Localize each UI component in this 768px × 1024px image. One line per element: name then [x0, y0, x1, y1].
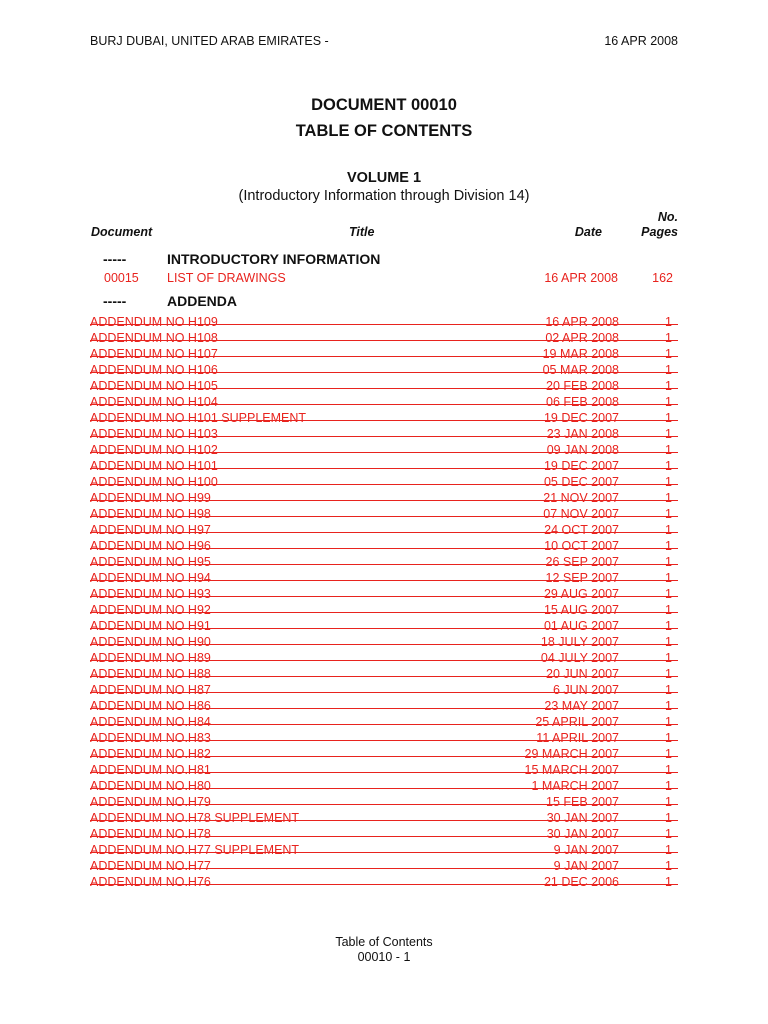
addendum-row[interactable] — [90, 602, 678, 618]
addendum-pages: 1 — [665, 363, 672, 377]
entry-pages: 162 — [652, 271, 673, 285]
addendum-date: 21 DEC 2006 — [543, 875, 619, 889]
addendum-row[interactable] — [90, 874, 678, 890]
addendum-date: 07 NOV 2007 — [543, 507, 619, 521]
addendum-date: 1 MARCH 2007 — [531, 779, 619, 793]
addendum-pages: 1 — [665, 459, 672, 473]
addendum-title: ADDENDUM NO.H83 — [90, 731, 211, 745]
entry-date: 16 APR 2008 — [544, 271, 618, 285]
addendum-title: ADDENDUM NO H94 — [90, 571, 211, 585]
addendum-pages: 1 — [665, 587, 672, 601]
addendum-title: ADDENDUM NO H99 — [90, 491, 211, 505]
addendum-pages: 1 — [665, 683, 672, 697]
addendum-date: 23 MAY 2007 — [544, 699, 619, 713]
addendum-title: ADDENDUM NO.H77 SUPPLEMENT — [90, 843, 300, 857]
addendum-title: ADDENDUM NO H98 — [90, 507, 211, 521]
addendum-pages: 1 — [665, 875, 672, 889]
addendum-pages: 1 — [665, 523, 672, 537]
addendum-date: 09 JAN 2008 — [546, 443, 619, 457]
addendum-pages: 1 — [665, 603, 672, 617]
addendum-row[interactable] — [90, 506, 678, 522]
section-name: INTRODUCTORY INFORMATION — [167, 251, 381, 267]
addendum-title: ADDENDUM NO H89 — [90, 651, 211, 665]
addendum-date: 05 MAR 2008 — [542, 363, 619, 377]
addendum-title: ADDENDUM NO H96 — [90, 539, 211, 553]
addendum-row[interactable] — [90, 858, 678, 874]
addendum-row[interactable] — [90, 826, 678, 842]
addendum-title: ADDENDUM NO H90 — [90, 635, 211, 649]
addendum-title: ADDENDUM NO.H81 — [90, 763, 211, 777]
addendum-date: 30 JAN 2007 — [546, 811, 619, 825]
page-header — [90, 34, 678, 50]
addendum-row[interactable] — [90, 394, 678, 410]
addendum-pages: 1 — [665, 491, 672, 505]
addendum-pages: 1 — [665, 779, 672, 793]
addendum-row[interactable] — [90, 346, 678, 362]
addendum-title: ADDENDUM NO H91 — [90, 619, 211, 633]
addendum-pages: 1 — [665, 619, 672, 633]
addendum-title: ADDENDUM NO.H79 — [90, 795, 211, 809]
addendum-pages: 1 — [665, 763, 672, 777]
addendum-row[interactable] — [90, 794, 678, 810]
addendum-row[interactable] — [90, 810, 678, 826]
addendum-row[interactable] — [90, 714, 678, 730]
volume-subtitle: (Introductory Information through Division 14) — [238, 188, 530, 204]
addendum-row[interactable] — [90, 538, 678, 554]
addendum-row[interactable] — [90, 426, 678, 442]
addendum-row[interactable] — [90, 378, 678, 394]
addendum-title: ADDENDUM NO H88 — [90, 667, 211, 681]
addendum-date: 6 JUN 2007 — [552, 683, 619, 697]
addendum-row[interactable] — [90, 634, 678, 650]
addendum-row[interactable] — [90, 458, 678, 474]
addendum-pages: 1 — [665, 635, 672, 649]
addendum-date: 16 APR 2008 — [545, 315, 619, 329]
addendum-row[interactable] — [90, 474, 678, 490]
addendum-row[interactable] — [90, 730, 678, 746]
addendum-date: 29 MARCH 2007 — [524, 747, 619, 761]
addendum-pages: 1 — [665, 347, 672, 361]
volume-title: VOLUME 1 — [346, 170, 422, 186]
addendum-row[interactable] — [90, 762, 678, 778]
addendum-pages: 1 — [665, 571, 672, 585]
column-header-document: Document — [91, 225, 153, 239]
addendum-date: 20 FEB 2008 — [546, 379, 619, 393]
addendum-row[interactable] — [90, 586, 678, 602]
addendum-title: ADDENDUM NO H101 — [90, 459, 218, 473]
addendum-pages: 1 — [665, 651, 672, 665]
addendum-title: ADDENDUM NO H104 — [90, 395, 218, 409]
addendum-title: ADDENDUM NO H103 — [90, 427, 218, 441]
addendum-pages: 1 — [665, 715, 672, 729]
entry-code: 00015 — [104, 271, 139, 285]
addendum-pages: 1 — [665, 427, 672, 441]
column-header-title: Title — [349, 225, 375, 239]
addendum-date: 01 AUG 2007 — [543, 619, 619, 633]
addendum-title: ADDENDUM NO H87 — [90, 683, 211, 697]
column-header-pages-line1: No. — [657, 210, 678, 224]
addendum-pages: 1 — [665, 811, 672, 825]
addendum-row[interactable] — [90, 522, 678, 538]
toc-entry-list-of-drawings[interactable] — [0, 271, 768, 287]
addendum-title: ADDENDUM NO H92 — [90, 603, 211, 617]
addendum-row[interactable] — [90, 442, 678, 458]
addendum-pages: 1 — [665, 395, 672, 409]
addendum-row[interactable] — [90, 666, 678, 682]
addendum-date: 20 JUN 2007 — [546, 667, 619, 681]
addendum-pages: 1 — [665, 731, 672, 745]
addendum-date: 26 SEP 2007 — [545, 555, 619, 569]
addendum-pages: 1 — [665, 667, 672, 681]
addendum-pages: 1 — [665, 843, 672, 857]
page-title: TABLE OF CONTENTS — [295, 122, 473, 140]
addendum-date: 19 DEC 2007 — [543, 411, 619, 425]
addendum-row[interactable] — [90, 618, 678, 634]
header-date: 16 APR 2008 — [604, 34, 678, 48]
addendum-row[interactable] — [90, 842, 678, 858]
addendum-title: ADDENDUM NO H108 — [90, 331, 218, 345]
addendum-title: ADDENDUM NO.H78 — [90, 827, 211, 841]
addendum-row[interactable] — [90, 682, 678, 698]
addendum-row[interactable] — [90, 698, 678, 714]
addendum-row[interactable] — [90, 554, 678, 570]
addendum-date: 23 JAN 2008 — [546, 427, 619, 441]
addendum-date: 15 MARCH 2007 — [524, 763, 619, 777]
addendum-title: ADDENDUM NO H95 — [90, 555, 211, 569]
addendum-row[interactable] — [90, 570, 678, 586]
addendum-pages: 1 — [665, 507, 672, 521]
addendum-title: ADDENDUM NO.H76 — [90, 875, 211, 889]
addendum-row[interactable] — [90, 314, 678, 330]
addendum-title: ADDENDUM NO H102 — [90, 443, 218, 457]
column-header-pages-line2: Pages — [641, 225, 678, 239]
addendum-pages: 1 — [665, 795, 672, 809]
addendum-pages: 1 — [665, 331, 672, 345]
addendum-pages: 1 — [665, 699, 672, 713]
addendum-row[interactable] — [90, 650, 678, 666]
addenda-list — [90, 314, 678, 890]
addendum-date: 19 DEC 2007 — [543, 459, 619, 473]
addendum-title: ADDENDUM NO.H84 — [90, 715, 211, 729]
column-header-date: Date — [574, 225, 602, 239]
addendum-date: 06 FEB 2008 — [546, 395, 619, 409]
addendum-pages: 1 — [665, 747, 672, 761]
addendum-date: 02 APR 2008 — [545, 331, 619, 345]
addendum-title: ADDENDUM NO H106 — [90, 363, 218, 377]
addendum-date: 9 JAN 2007 — [553, 843, 619, 857]
addendum-date: 18 JULY 2007 — [540, 635, 619, 649]
addendum-pages: 1 — [665, 555, 672, 569]
addendum-date: 05 DEC 2007 — [543, 475, 619, 489]
footer-title: Table of Contents — [335, 935, 433, 949]
addendum-pages: 1 — [665, 315, 672, 329]
addendum-date: 12 SEP 2007 — [545, 571, 619, 585]
document-number: DOCUMENT 00010 — [311, 96, 457, 114]
section-dash: ----- — [103, 293, 127, 309]
addendum-date: 9 JAN 2007 — [553, 859, 619, 873]
addendum-pages: 1 — [665, 379, 672, 393]
addendum-row[interactable] — [90, 778, 678, 794]
addendum-date: 10 OCT 2007 — [544, 539, 619, 553]
addendum-pages: 1 — [665, 859, 672, 873]
addendum-date: 15 FEB 2007 — [546, 795, 619, 809]
addendum-title: ADDENDUM NO H86 — [90, 699, 211, 713]
addendum-title: ADDENDUM NO H93 — [90, 587, 211, 601]
addendum-title: ADDENDUM NO H97 — [90, 523, 211, 537]
addendum-row[interactable] — [90, 410, 678, 426]
addendum-date: 30 JAN 2007 — [546, 827, 619, 841]
entry-title: LIST OF DRAWINGS — [167, 271, 286, 285]
addendum-date: 21 NOV 2007 — [543, 491, 619, 505]
addendum-title: ADDENDUM NO.H77 — [90, 859, 211, 873]
addendum-pages: 1 — [665, 539, 672, 553]
addendum-pages: 1 — [665, 443, 672, 457]
addendum-pages: 1 — [665, 827, 672, 841]
addendum-title: ADDENDUM NO H107 — [90, 347, 218, 361]
addendum-date: 11 APRIL 2007 — [536, 731, 619, 745]
addendum-title: ADDENDUM NO.H82 — [90, 747, 211, 761]
addendum-title: ADDENDUM NO.H80 — [90, 779, 211, 793]
addendum-pages: 1 — [665, 411, 672, 425]
addendum-title: ADDENDUM NO H105 — [90, 379, 218, 393]
addendum-title: ADDENDUM NO H109 — [90, 315, 218, 329]
column-header-pages — [632, 210, 678, 240]
addendum-row[interactable] — [90, 490, 678, 506]
addendum-date: 24 OCT 2007 — [544, 523, 619, 537]
addendum-date: 29 AUG 2007 — [543, 587, 619, 601]
addendum-row[interactable] — [90, 362, 678, 378]
addendum-title: ADDENDUM NO H100 — [90, 475, 218, 489]
addendum-date: 25 APRIL 2007 — [535, 715, 619, 729]
section-name: ADDENDA — [167, 293, 237, 309]
project-name: BURJ DUBAI, UNITED ARAB EMIRATES - — [90, 34, 329, 48]
addendum-date: 04 JULY 2007 — [540, 651, 619, 665]
addendum-date: 15 AUG 2007 — [543, 603, 619, 617]
page-number: 00010 - 1 — [357, 950, 411, 964]
addendum-pages: 1 — [665, 475, 672, 489]
addendum-row[interactable] — [90, 746, 678, 762]
section-dash: ----- — [103, 251, 127, 267]
addendum-row[interactable] — [90, 330, 678, 346]
addendum-title: ADDENDUM NO.H78 SUPPLEMENT — [90, 811, 300, 825]
addendum-title: ADDENDUM NO H101 SUPPLEMENT — [90, 411, 307, 425]
addendum-date: 19 MAR 2008 — [542, 347, 619, 361]
